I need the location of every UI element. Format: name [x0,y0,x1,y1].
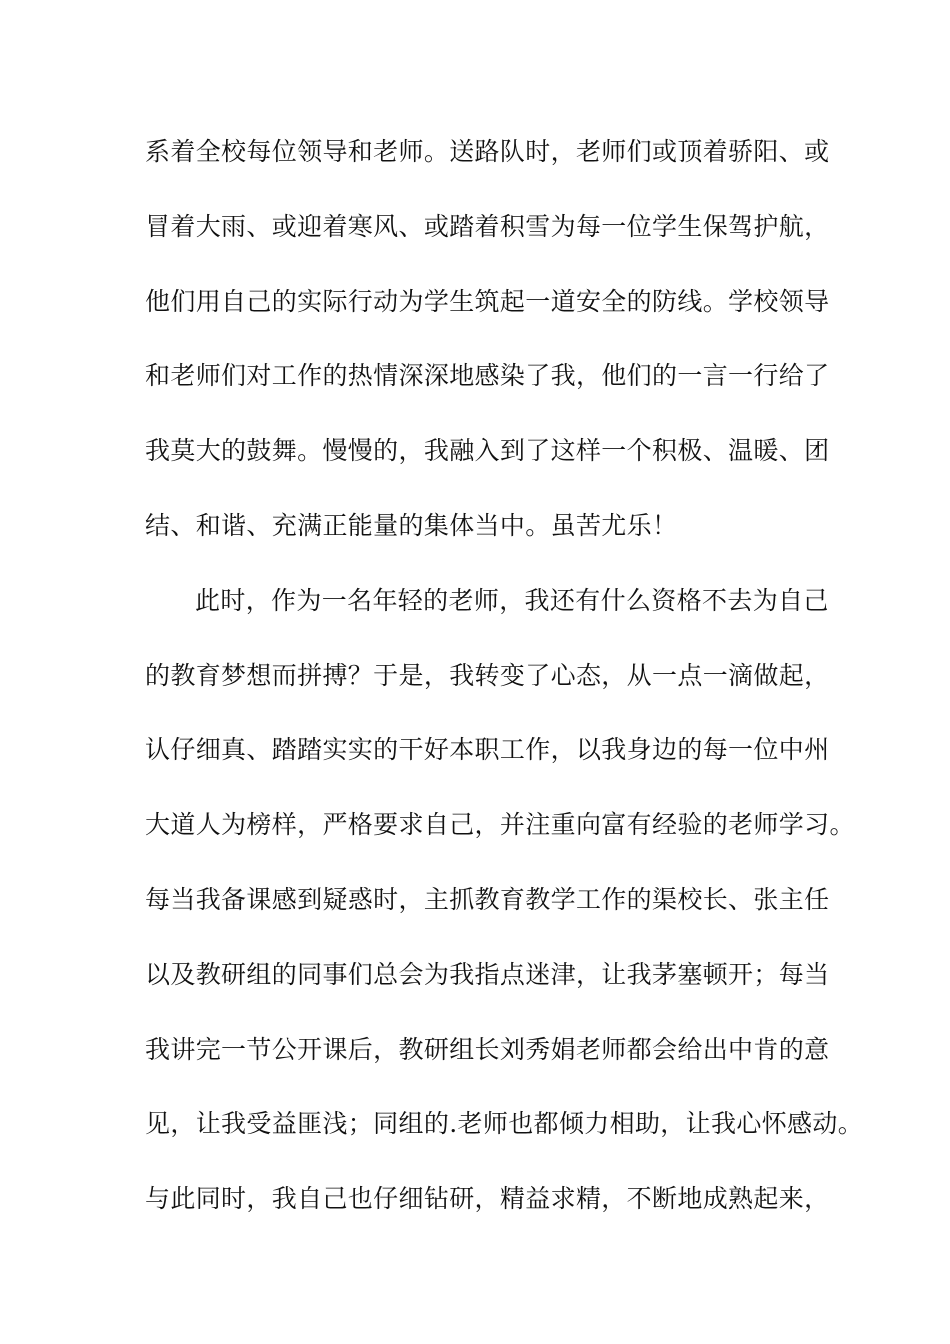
text-line: 以及教研组的同事们总会为我指点迷津，让我茅塞顿开；每当 [145,959,830,989]
text-line: 与此同时，我自己也仔细钻研，精益求精，不断地成熟起来， [145,1184,830,1214]
paragraph-first-line: 此时，作为一名年轻的老师，我还有什么资格不去为自己 [195,585,829,615]
text-line: 我莫大的鼓舞。慢慢的，我融入到了这样一个积极、温暖、团 [145,436,830,466]
text-line: 见，让我受益匪浅；同组的.老师也都倾力相助，让我心怀感动。 [145,1109,864,1139]
text-line: 我讲完一节公开课后，教研组长刘秀娟老师都会给出中肯的意 [145,1034,830,1064]
text-line: 冒着大雨、或迎着寒风、或踏着积雪为每一位学生保驾护航， [145,211,830,241]
text-line: 结、和谐、充满正能量的集体当中。虽苦尤乐！ [145,510,678,540]
text-line: 和老师们对工作的热情深深地感染了我，他们的一言一行给了 [145,361,830,391]
text-line: 的教育梦想而拼搏？于是，我转变了心态，从一点一滴做起， [145,660,830,690]
text-line: 认仔细真、踏踏实实的干好本职工作，以我身边的每一位中州 [145,735,830,765]
text-line: 他们用自己的实际行动为学生筑起一道安全的防线。学校领导 [145,286,830,316]
body-text [145,126,864,1248]
text-line: 系着全校每位领导和老师。送路队时，老师们或顶着骄阳、或 [145,137,830,166]
text-line: 每当我备课感到疑惑时，主抓教育教学工作的渠校长、张主任 [145,884,830,914]
text-line: 大道人为榜样，严格要求自己，并注重向富有经验的老师学习。 [145,810,855,840]
